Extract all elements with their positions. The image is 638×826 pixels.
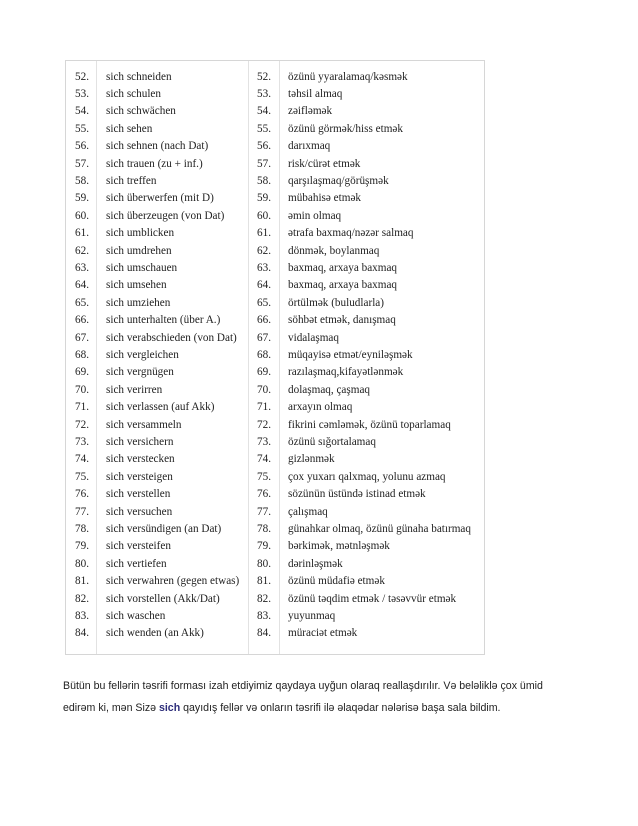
table-row: [66, 156, 484, 173]
table-row: [66, 190, 484, 207]
row-number-azerbaijani: 82.: [257, 592, 271, 605]
row-number-azerbaijani: 73.: [257, 435, 271, 448]
table-row: [66, 260, 484, 277]
row-number-azerbaijani: 68.: [257, 348, 271, 361]
row-number-azerbaijani: 78.: [257, 522, 271, 535]
row-number-german: 59.: [75, 192, 89, 205]
row-number-azerbaijani: 52.: [257, 70, 271, 83]
german-verb: sich versteifen: [106, 540, 171, 553]
german-verb: sich versteigen: [106, 470, 173, 483]
german-verb: sich schulen: [106, 87, 161, 100]
table-row: [66, 86, 484, 103]
row-number-german: 83.: [75, 609, 89, 622]
azerbaijani-translation: özünü görmək/hiss etmək: [288, 122, 403, 135]
row-number-german: 52.: [75, 70, 89, 83]
azerbaijani-translation: zəifləmək: [288, 105, 333, 118]
row-number-german: 74.: [75, 453, 89, 466]
row-number-azerbaijani: 75.: [257, 470, 271, 483]
azerbaijani-translation: örtülmək (buludlarla): [288, 296, 384, 309]
azerbaijani-translation: təhsil almaq: [288, 87, 343, 100]
azerbaijani-translation: özünü sığortalamaq: [288, 435, 376, 448]
table-row: [66, 225, 484, 242]
german-verb: sich versichern: [106, 435, 174, 448]
azerbaijani-translation: özünü yyaralamaq/kəsmək: [288, 70, 408, 83]
azerbaijani-translation: dərinləşmək: [288, 557, 343, 570]
row-number-german: 64.: [75, 279, 89, 292]
row-number-german: 73.: [75, 435, 89, 448]
vocabulary-table: [65, 60, 485, 655]
row-number-azerbaijani: 67.: [257, 331, 271, 344]
azerbaijani-translation: sözünün üstündə istinad etmək: [288, 488, 426, 501]
row-number-german: 62.: [75, 244, 89, 257]
closing-line-1: Bütün bu fellərin təsrifi forması izah etdiyimiz qaydaya uyğun olaraq reallaşdırılır. Və beləliklə çox ümid: [63, 680, 543, 692]
azerbaijani-translation: fikrini cəmləmək, özünü toparlamaq: [288, 418, 451, 431]
row-number-azerbaijani: 53.: [257, 87, 271, 100]
german-verb: sich umblicken: [106, 227, 175, 240]
azerbaijani-translation: mübahisə etmək: [288, 192, 362, 205]
german-verb: sich wenden (an Akk): [106, 627, 204, 640]
table-row: [66, 69, 484, 86]
table-row: [66, 556, 484, 573]
row-number-azerbaijani: 72.: [257, 418, 271, 431]
azerbaijani-translation: yuyunmaq: [288, 609, 336, 622]
table-row: [66, 399, 484, 416]
table-row: [66, 573, 484, 590]
table-row: [66, 591, 484, 608]
closing-line-2-end: qayıdış fellər və onların təsrifi ilə əlaqədar nələrisə başa sala bildim.: [180, 702, 501, 714]
azerbaijani-translation: gizlənmək: [288, 453, 335, 466]
row-number-azerbaijani: 83.: [257, 609, 271, 622]
table-row: [66, 504, 484, 521]
table-row: [66, 521, 484, 538]
german-verb: sich verirren: [106, 383, 163, 396]
table-row: [66, 469, 484, 486]
german-verb: sich trauen (zu + inf.): [106, 157, 203, 170]
azerbaijani-translation: darıxmaq: [288, 140, 331, 153]
row-number-german: 55.: [75, 122, 89, 135]
row-number-azerbaijani: 65.: [257, 296, 271, 309]
closing-line-2: [63, 697, 583, 719]
german-verb: sich treffen: [106, 174, 157, 187]
table-row: [66, 330, 484, 347]
german-verb: sich überzeugen (von Dat): [106, 209, 225, 222]
table-row: [66, 382, 484, 399]
azerbaijani-translation: söhbət etmək, danışmaq: [288, 314, 396, 327]
table-row: [66, 364, 484, 381]
row-number-german: 84.: [75, 627, 89, 640]
row-number-azerbaijani: 57.: [257, 157, 271, 170]
row-number-azerbaijani: 55.: [257, 122, 271, 135]
row-number-german: 65.: [75, 296, 89, 309]
row-number-german: 69.: [75, 366, 89, 379]
row-number-german: 80.: [75, 557, 89, 570]
row-number-azerbaijani: 60.: [257, 209, 271, 222]
german-verb: sich versündigen (an Dat): [106, 522, 222, 535]
azerbaijani-translation: arxayın olmaq: [288, 401, 353, 414]
azerbaijani-translation: razılaşmaq,kifayətlənmək: [288, 366, 404, 379]
german-verb: sich unterhalten (über A.): [106, 314, 221, 327]
table-row: [66, 451, 484, 468]
row-number-azerbaijani: 56.: [257, 140, 271, 153]
azerbaijani-translation: dolaşmaq, çaşmaq: [288, 383, 371, 396]
table-row: [66, 312, 484, 329]
row-number-azerbaijani: 79.: [257, 540, 271, 553]
row-number-german: 77.: [75, 505, 89, 518]
row-number-azerbaijani: 59.: [257, 192, 271, 205]
closing-line-2-start: edirəm ki, mən Sizə: [63, 702, 159, 714]
row-number-german: 76.: [75, 488, 89, 501]
german-verb: sich verwahren (gegen etwas): [106, 575, 240, 588]
german-verb: sich schneiden: [106, 70, 172, 83]
german-verb: sich umdrehen: [106, 244, 172, 257]
table-row: [66, 295, 484, 312]
row-number-azerbaijani: 77.: [257, 505, 271, 518]
row-number-german: 70.: [75, 383, 89, 396]
table-row: [66, 121, 484, 138]
german-verb: sich überwerfen (mit D): [106, 192, 214, 205]
table-row: [66, 434, 484, 451]
german-verb: sich schwächen: [106, 105, 176, 118]
table-row: [66, 103, 484, 120]
azerbaijani-translation: müraciət etmək: [288, 627, 358, 640]
table-row: [66, 625, 484, 642]
row-number-german: 63.: [75, 261, 89, 274]
row-number-azerbaijani: 71.: [257, 401, 271, 414]
row-number-german: 79.: [75, 540, 89, 553]
azerbaijani-translation: özünü təqdim etmək / təsəvvür etmək: [288, 592, 457, 605]
row-number-azerbaijani: 74.: [257, 453, 271, 466]
row-number-german: 81.: [75, 575, 89, 588]
table-row: [66, 417, 484, 434]
german-verb: sich umziehen: [106, 296, 171, 309]
azerbaijani-translation: baxmaq, arxaya baxmaq: [288, 279, 398, 292]
azerbaijani-translation: bərkimək, mətnləşmək: [288, 540, 390, 553]
row-number-german: 78.: [75, 522, 89, 535]
german-verb: sich umschauen: [106, 261, 178, 274]
row-number-german: 54.: [75, 105, 89, 118]
row-number-german: 60.: [75, 209, 89, 222]
azerbaijani-translation: ətrafa baxmaq/nəzər salmaq: [288, 227, 414, 240]
german-verb: sich versammeln: [106, 418, 182, 431]
table-row: [66, 486, 484, 503]
row-number-azerbaijani: 84.: [257, 627, 271, 640]
row-number-azerbaijani: 61.: [257, 227, 271, 240]
row-number-german: 58.: [75, 174, 89, 187]
row-number-azerbaijani: 81.: [257, 575, 271, 588]
german-verb: sich waschen: [106, 609, 166, 622]
table-row: [66, 243, 484, 260]
row-number-german: 82.: [75, 592, 89, 605]
row-number-german: 57.: [75, 157, 89, 170]
row-number-german: 68.: [75, 348, 89, 361]
azerbaijani-translation: özünü müdafiə etmək: [288, 575, 385, 588]
azerbaijani-translation: vidalaşmaq: [288, 331, 339, 344]
row-number-azerbaijani: 70.: [257, 383, 271, 396]
row-number-azerbaijani: 64.: [257, 279, 271, 292]
table-row: [66, 173, 484, 190]
row-number-azerbaijani: 63.: [257, 261, 271, 274]
row-number-german: 67.: [75, 331, 89, 344]
german-verb: sich verstecken: [106, 453, 175, 466]
row-number-german: 61.: [75, 227, 89, 240]
sich-highlight: sich: [158, 702, 181, 714]
german-verb: sich sehnen (nach Dat): [106, 140, 209, 153]
row-number-german: 72.: [75, 418, 89, 431]
row-number-azerbaijani: 76.: [257, 488, 271, 501]
german-verb: sich verabschieden (von Dat): [106, 331, 237, 344]
row-number-german: 71.: [75, 401, 89, 414]
row-number-azerbaijani: 66.: [257, 314, 271, 327]
azerbaijani-translation: müqayisə etmət/eyniləşmək: [288, 348, 413, 361]
table-row: [66, 347, 484, 364]
german-verb: sich verlassen (auf Akk): [106, 401, 215, 414]
german-verb: sich vergnügen: [106, 366, 174, 379]
german-verb: sich vorstellen (Akk/Dat): [106, 592, 220, 605]
row-number-azerbaijani: 58.: [257, 174, 271, 187]
german-verb: sich umsehen: [106, 279, 167, 292]
row-number-azerbaijani: 80.: [257, 557, 271, 570]
german-verb: sich sehen: [106, 122, 153, 135]
azerbaijani-translation: günahkar olmaq, özünü günaha batırmaq: [288, 522, 471, 535]
german-verb: sich vergleichen: [106, 348, 179, 361]
german-verb: sich vertiefen: [106, 557, 167, 570]
table-row: [66, 538, 484, 555]
german-verb: sich versuchen: [106, 505, 173, 518]
azerbaijani-translation: dönmək, boylanmaq: [288, 244, 380, 257]
row-number-azerbaijani: 62.: [257, 244, 271, 257]
row-number-azerbaijani: 69.: [257, 366, 271, 379]
german-verb: sich verstellen: [106, 488, 171, 501]
row-number-german: 53.: [75, 87, 89, 100]
table-row: [66, 208, 484, 225]
azerbaijani-translation: risk/cürət etmək: [288, 157, 361, 170]
table-row: [66, 138, 484, 155]
azerbaijani-translation: əmin olmaq: [288, 209, 342, 222]
row-number-azerbaijani: 54.: [257, 105, 271, 118]
row-number-german: 56.: [75, 140, 89, 153]
azerbaijani-translation: qarşılaşmaq/görüşmək: [288, 174, 389, 187]
azerbaijani-translation: baxmaq, arxaya baxmaq: [288, 261, 398, 274]
azerbaijani-translation: çox yuxarı qalxmaq, yolunu azmaq: [288, 470, 446, 483]
table-row: [66, 277, 484, 294]
table-row: [66, 608, 484, 625]
row-number-german: 75.: [75, 470, 89, 483]
closing-paragraph: [63, 675, 583, 719]
row-number-german: 66.: [75, 314, 89, 327]
azerbaijani-translation: çalışmaq: [288, 505, 328, 518]
